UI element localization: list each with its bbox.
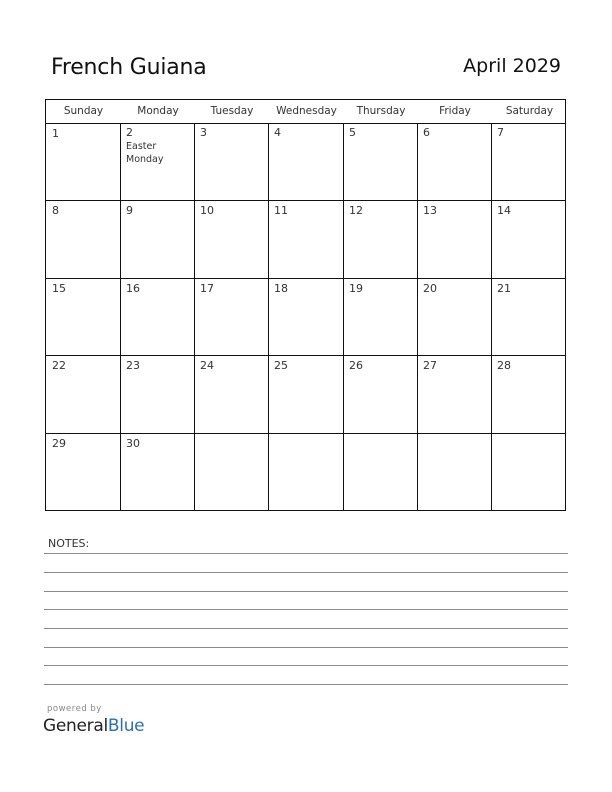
- day-cell: 17: [200, 282, 214, 295]
- day-cell: 24: [200, 359, 214, 372]
- calendar-grid: [45, 99, 566, 511]
- day-cell: 2: [126, 126, 133, 139]
- day-cell: 3: [200, 126, 207, 139]
- day-cell: 4: [274, 126, 281, 139]
- weekday-thursday: Thursday: [356, 105, 406, 117]
- day-cell: 21: [497, 282, 511, 295]
- weekday-sunday: Sunday: [63, 105, 104, 117]
- note-line: [44, 591, 568, 592]
- note-line: [44, 665, 568, 666]
- day-cell: 25: [274, 359, 288, 372]
- grid-line: [46, 200, 565, 201]
- weekday-tuesday: Tuesday: [210, 105, 254, 117]
- day-cell: 15: [52, 282, 66, 295]
- weekday-monday: Monday: [137, 105, 179, 117]
- day-cell: 22: [52, 359, 66, 372]
- day-cell: 18: [274, 282, 288, 295]
- day-cell: 28: [497, 359, 511, 372]
- note-line: [44, 553, 568, 554]
- weekday-friday: Friday: [439, 105, 471, 117]
- grid-line: [46, 433, 565, 434]
- note-line: [44, 572, 568, 573]
- day-cell: 13: [423, 204, 437, 217]
- day-cell: 19: [349, 282, 363, 295]
- holiday-label: Easter Monday: [126, 141, 164, 165]
- day-cell: 12: [349, 204, 363, 217]
- grid-line: [268, 124, 269, 510]
- day-cell: 11: [274, 204, 288, 217]
- weekday-wednesday: Wednesday: [276, 105, 337, 117]
- day-cell: 9: [126, 204, 133, 217]
- note-line: [44, 628, 568, 629]
- day-cell: 14: [497, 204, 511, 217]
- day-cell: 26: [349, 359, 363, 372]
- grid-line: [194, 124, 195, 510]
- day-cell: 20: [423, 282, 437, 295]
- weekday-saturday: Saturday: [505, 105, 554, 117]
- day-cell: 30: [126, 437, 140, 450]
- page-title: French Guiana: [51, 55, 207, 80]
- month-year: April 2029: [463, 55, 561, 77]
- grid-line: [417, 124, 418, 510]
- note-line: [44, 647, 568, 648]
- powered-by-text: powered by: [47, 704, 102, 714]
- notes-label: NOTES:: [48, 537, 90, 550]
- grid-line: [343, 124, 344, 510]
- day-cell: 10: [200, 204, 214, 217]
- day-cell: 5: [349, 126, 356, 139]
- grid-line: [120, 124, 121, 510]
- grid-line: [46, 355, 565, 356]
- day-cell: 1: [52, 127, 59, 140]
- day-cell: 29: [52, 437, 66, 450]
- day-cell: 23: [126, 359, 140, 372]
- weekday-header: [46, 100, 565, 124]
- day-cell: 27: [423, 359, 437, 372]
- note-line: [44, 609, 568, 610]
- brand-logo: GeneralBlue: [43, 716, 145, 736]
- day-cell: 6: [423, 126, 430, 139]
- grid-line: [46, 278, 565, 279]
- day-cell: 16: [126, 282, 140, 295]
- grid-line: [491, 124, 492, 510]
- day-cell: 8: [52, 204, 59, 217]
- note-line: [44, 684, 568, 685]
- day-cell: 7: [497, 126, 504, 139]
